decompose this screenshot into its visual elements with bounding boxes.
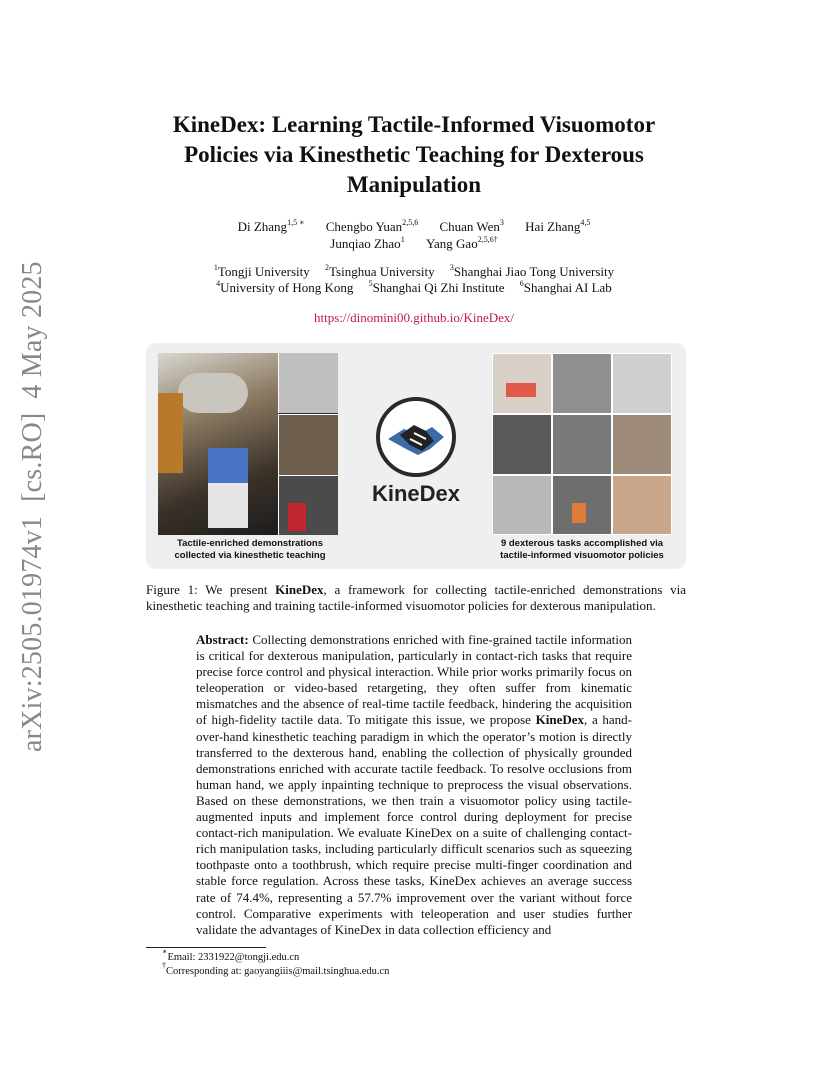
kinedex-logo-text: KineDex — [371, 481, 461, 506]
paper-title: KineDex: Learning Tactile-Informed Visuomotor Policies via Kinesthetic Teaching for Dexterous Manipulation — [172, 112, 656, 197]
author: Chuan Wen$^3$ — [439, 218, 504, 234]
left-figure-caption: Tactile-enriched demonstrations collected via kinesthetic teaching — [174, 538, 326, 561]
footnote: †Corresponding at: gaoyangiiis@mail.tsinghua.edu.cn — [162, 961, 390, 977]
footnotes — [162, 947, 662, 979]
kinesthetic-teaching-photo — [158, 353, 338, 535]
affiliation: $^1$Tongji University — [213, 263, 310, 279]
author: Di Zhang$^{1,5 ∗}$ — [237, 218, 305, 234]
affiliation: $^5$Shanghai Qi Zhi Institute — [368, 279, 505, 295]
arxiv-id: arXiv:2505.01974v1 — [17, 515, 48, 752]
abstract: Abstract: Collecting demonstrations enriched with fine-grained tactile information is critical for dexterous manipulation, particularly in contact-rich tasks that require precise force control and physical interaction. While prior works primarily focus on teleoperation or video-based retargeting, they often suffer from kinematic mismatches and the absence of real-time tactile feedback, hindering the acquisition of high-fidelity tactile data. To mitigate this issue, we propose KineDex, a hand-over-hand kinesthetic teaching paradigm in which the operator’s motion is directly transferred to the dexterous hand, enabling the collection of physically grounded demonstrations enriched with accurate tactile feedback. To resolve occlusions from human hand, we apply inpainting technique to preprocess the visual observations. Based on these demonstrations, we then train a visuomotor policy using tactile-augmented inputs and implement force control during deployment for precise contact-rich manipulation. We evaluate KineDex on a suite of challenging contact-rich manipulation tasks, including particularly difficult scenarios such as squeezing toothpaste onto a toothbrush, which require precise multi-finger coordination and stable force regulation. Across these tasks, KineDex achieves an average success rate of 74.4%, representing a 57.7% improvement over the variant without force control. Comparative experiments with teleoperation and user studies further validate the advantages of KineDex in data collection efficiency and — [196, 632, 633, 937]
abstract-label: Abstract: — [196, 632, 249, 647]
affiliation: $^4$University of Hong Kong — [216, 279, 354, 295]
affiliation: $^6$Shanghai AI Lab — [519, 279, 612, 295]
author: Junqiao Zhao$^1$ — [330, 235, 405, 251]
arxiv-stamp — [17, 261, 57, 752]
right-figure-caption: 9 dexterous tasks accomplished via tactile-informed visuomotor policies — [500, 538, 664, 561]
author: Yang Gao$^{2,5,6\dagger}$ — [425, 235, 498, 251]
project-url-link[interactable]: https://dinomini00.github.io/KineDex/ — [313, 310, 515, 325]
handshake-logo-icon — [374, 395, 458, 479]
arxiv-category: [cs.RO] — [17, 412, 48, 502]
author-list — [150, 218, 678, 252]
footnote: ∗Email: 2331922@tongji.edu.cn — [162, 947, 300, 963]
affiliation-list — [150, 264, 678, 296]
figure-label: Figure 1: — [146, 582, 198, 597]
figure-caption: Figure 1: We present KineDex, a framework for collecting tactile-enriched demonstrations via kinesthetic teaching and training tactile-informed visuomotor policies for dexterous manipulation. — [146, 582, 687, 613]
affiliation: $^2$Tsinghua University — [325, 263, 435, 279]
affiliation: $^3$Shanghai Jiao Tong University — [449, 263, 615, 279]
arxiv-date: 4 May 2025 — [17, 261, 48, 399]
task-grid-photo — [492, 353, 672, 535]
author: Hai Zhang$^{4,5}$ — [525, 218, 591, 234]
author: Chengbo Yuan$^{2,5,6}$ — [325, 218, 419, 234]
figure-1 — [146, 343, 686, 569]
